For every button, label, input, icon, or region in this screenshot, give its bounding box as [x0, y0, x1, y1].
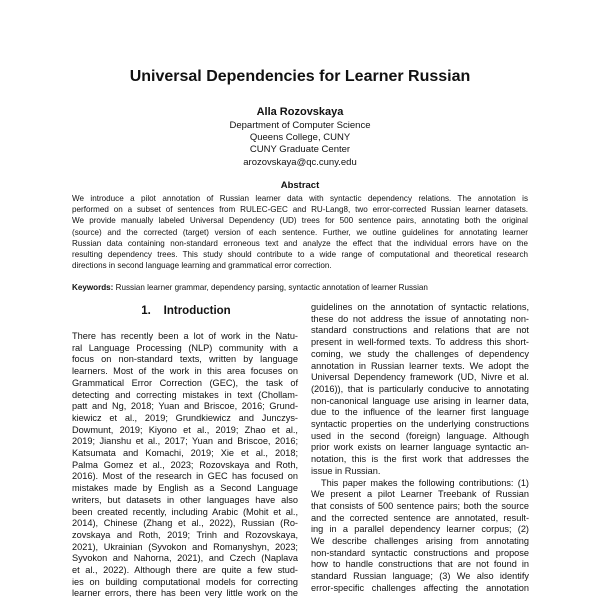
section-title: Introduction [163, 305, 231, 317]
affiliation-college: Queens College, CUNY [249, 132, 351, 144]
body-line: There has recently been a lot of work in the Natu- [72, 331, 298, 341]
body-line: (2016)), that is particularly conducive to annotating [311, 383, 529, 394]
author-email: arozovskaya@qc.cuny.edu [243, 156, 357, 168]
abstract-line: directions in second language learning and grammatical error correction. [72, 261, 332, 271]
body-line: used in the second (foreign) language. Although [311, 430, 529, 441]
body-line: Syvokon and Nahorna, 2021), and Czech (Naplava [72, 553, 298, 564]
body-line: these do not address the issue of annotating non- [311, 313, 529, 324]
abstract-heading: Abstract [280, 180, 320, 191]
left-column [72, 331, 298, 600]
body-line: issue in Russian. [311, 465, 381, 476]
body-line: ral Language Processing (NLP) community with a [72, 342, 298, 353]
body-line: Grammatical Error Correction (GEC), the task of [72, 377, 298, 388]
body-line: Palma Gomez et al., 2023; Rozovskaya and Roth, [72, 459, 298, 470]
body-line: notation, this is the first work that addresses the [311, 454, 529, 465]
abstract-line: We provide manually labeled Universal Dependency (UD) trees for 500 sentence pairs, annotating both the original [72, 216, 528, 226]
body-line: We present a pilot Learner Treebank of Russian [311, 489, 529, 500]
body-line: focus on non-standard texts, written by language [72, 354, 298, 365]
body-line: learners. Most of the work in this area focuses on [72, 366, 298, 377]
body-line: guidelines on the annotation of syntactic relations, [311, 302, 529, 312]
body-line: 2021), Ukrainian (Syvokon and Romanyshyn, 2023; [72, 541, 298, 552]
body-line: non-standard syntactic constructions and propose [311, 547, 529, 558]
body-line: present in well-formed texts. To address this short- [311, 337, 529, 348]
body-line: ing in a parallel dependency learner corpus; (2) [311, 524, 529, 535]
body-line: Katsumata and Komachi, 2019; Xie et al., 2018; [72, 448, 298, 459]
body-line: and the corrected sentence are annotated, result- [311, 512, 529, 523]
abstract-line: performed on a subset of sentences from RULEC-GEC and RU-Lang8, two error-corrected Russian learner datasets. [72, 205, 528, 215]
body-line: patt and Ng, 2018; Yuan and Briscoe, 2016; Grund- [72, 401, 298, 412]
body-line: annotation in Russian learner texts. We adopt the [311, 360, 529, 371]
abstract-line: Russian data containing non-standard erroneous text and analyze the effect that the individual errors have on the [72, 238, 528, 248]
body-line: error-specific challenges affecting the annotation [311, 582, 529, 593]
body-line: been created recently, including Arabic (Mohit et al., [72, 506, 298, 517]
body-line: mistakes made by English as a Second Language [72, 483, 298, 494]
keywords [72, 282, 528, 293]
body-line: how to handle constructions that are not found in [311, 559, 529, 570]
body-line: 2016). Most of the research in GEC has focused on [72, 471, 298, 482]
body-line: We describe challenges arising from annotating [311, 536, 529, 547]
section-heading [72, 304, 300, 318]
right-column [311, 302, 529, 595]
body-line: Dowmunt, 2019; Kiyono et al., 2019; Zhao et al., [72, 424, 298, 435]
affiliation-department: Department of Computer Science [229, 120, 371, 131]
abstract-body [72, 193, 528, 271]
body-line: This paper makes the following contributions: (1) [321, 477, 529, 488]
body-line: ies on building computational models for correcting [72, 576, 298, 587]
body-line: non-canonical language use arising in learner data, [311, 395, 529, 406]
body-line: zovskaya and Roth, 2019; Trinh and Rozovskaya, [72, 529, 298, 540]
body-line: 2014), Chinese (Zhang et al., 2022), Russian (Ro- [72, 518, 298, 529]
body-line: writers, but datasets in other languages have also [72, 494, 298, 505]
keywords-label: Keywords: [72, 283, 114, 292]
body-line: et al., 2022). Although there are quite a few stud- [72, 565, 298, 576]
abstract-line: resulting dependency trees. This study should contribute to a wide range of computational and theoretical research [72, 250, 528, 260]
body-line: prior work exists on learner language syntactic an- [311, 442, 529, 453]
body-line: coming, we study the challenges of dependency [311, 348, 529, 359]
body-line: learner errors, there has been very little work on the [72, 588, 298, 599]
abstract-line: We introduce a pilot annotation of Russian learner data with syntactic dependency relations. The annotation is [72, 194, 528, 203]
paper-title: Universal Dependencies for Learner Russian [129, 68, 471, 85]
body-line: standard Russian language; (3) We also identify [311, 571, 529, 582]
body-line: Universal Dependency framework (UD, Nivre et al. [311, 372, 529, 383]
body-line: that consists of 500 sentence pairs; both the source [311, 500, 529, 511]
author-name: Alla Rozovskaya [256, 106, 344, 118]
body-line: detecting and correcting mistakes in text (Chollam- [72, 389, 298, 400]
body-line: syntactic properties on the underlying constructions [311, 419, 529, 430]
body-line: 2019; Jianshu et al., 2017; Yuan and Briscoe, 2016; [72, 436, 298, 447]
section-number: 1. [141, 305, 151, 317]
abstract-line: (source) and the corrected (target) version of each sentence. Further, we outline guidelines for annotating learner [72, 227, 528, 237]
affiliation-center: CUNY Graduate Center [249, 144, 351, 156]
author-affiliation [0, 120, 600, 169]
body-line: due to the influence of the learner first language [311, 407, 529, 418]
body-line: kiewicz et al., 2019; Grundkiewicz and Junczys- [72, 412, 298, 423]
body-line: standard constructions and relations that are not [311, 325, 529, 336]
keywords-text: Russian learner grammar, dependency parsing, syntactic annotation of learner Russian [115, 283, 428, 292]
